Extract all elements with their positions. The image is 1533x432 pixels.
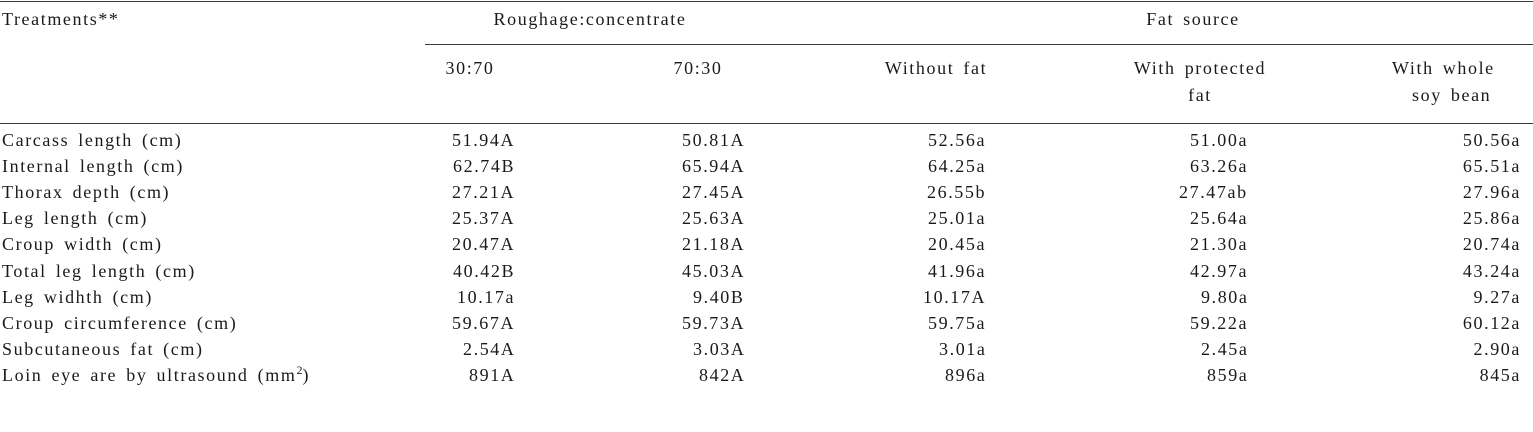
cell-whole-soy: 65.51a bbox=[1462, 156, 1521, 176]
row-label bbox=[2, 338, 204, 360]
group-header-roughage: Roughage:concentrate bbox=[493, 9, 687, 29]
cell-70-30: 59.73A bbox=[682, 313, 746, 333]
cell-protected-fat: 42.97a bbox=[1190, 261, 1249, 281]
cell-30-70: 891A bbox=[469, 365, 516, 385]
cell-whole-soy: 20.74a bbox=[1462, 234, 1521, 254]
cell-30-70: 59.67A bbox=[452, 313, 516, 333]
treatments-header: Treatments** bbox=[2, 9, 120, 29]
cell-30-70: 20.47A bbox=[452, 234, 516, 254]
row-label-text: Carcass length (cm) bbox=[2, 130, 183, 150]
cell-30-70: 51.94A bbox=[452, 130, 516, 150]
cell-protected-fat: 51.00a bbox=[1190, 130, 1249, 150]
cell-30-70: 40.42B bbox=[453, 261, 516, 281]
column-header-protected-fat-line2: fat bbox=[1188, 85, 1212, 105]
cell-70-30: 3.03A bbox=[693, 339, 746, 359]
cell-protected-fat: 859a bbox=[1207, 365, 1249, 385]
row-label-superscript: 2 bbox=[296, 363, 303, 377]
cell-whole-soy: 60.12a bbox=[1462, 313, 1521, 333]
cell-30-70: 27.21A bbox=[452, 182, 516, 202]
cell-whole-soy: 25.86a bbox=[1462, 208, 1521, 228]
row-label-text: Loin eye are by ultrasound (mm bbox=[2, 365, 297, 385]
cell-70-30: 21.18A bbox=[682, 234, 746, 254]
cell-protected-fat: 27.47ab bbox=[1179, 182, 1248, 202]
cell-protected-fat: 21.30a bbox=[1190, 234, 1249, 254]
cell-whole-soy: 2.90a bbox=[1473, 339, 1521, 359]
cell-protected-fat: 25.64a bbox=[1190, 208, 1249, 228]
row-label-text: Croup circumference (cm) bbox=[2, 313, 238, 333]
row-label-text: Leg length (cm) bbox=[2, 208, 148, 228]
row-label bbox=[2, 233, 163, 255]
row-label-text: Internal length (cm) bbox=[2, 156, 184, 176]
column-header-30-70: 30:70 bbox=[445, 58, 495, 78]
row-label-text: Leg widhth (cm) bbox=[2, 287, 153, 307]
cell-30-70: 25.37A bbox=[452, 208, 516, 228]
row-label bbox=[2, 181, 170, 203]
column-header-whole-soy-line1: With whole bbox=[1392, 58, 1495, 78]
column-header-protected-fat-line1: With protected bbox=[1133, 58, 1267, 78]
cell-30-70: 10.17a bbox=[457, 287, 516, 307]
cell-protected-fat: 9.80a bbox=[1201, 287, 1249, 307]
cell-30-70: 2.54A bbox=[463, 339, 516, 359]
group-header-fat-source: Fat source bbox=[1146, 9, 1240, 29]
cell-protected-fat: 2.45a bbox=[1201, 339, 1249, 359]
cell-protected-fat: 63.26a bbox=[1190, 156, 1249, 176]
cell-without-fat: 59.75a bbox=[928, 313, 987, 333]
row-label bbox=[2, 129, 182, 151]
column-header-70-30: 70:30 bbox=[673, 58, 723, 78]
cell-whole-soy: 50.56a bbox=[1462, 130, 1521, 150]
row-label-text: Subcutaneous fat (cm) bbox=[2, 339, 204, 359]
column-header-whole-soy-line2: soy bean bbox=[1412, 85, 1492, 105]
cell-30-70: 62.74B bbox=[453, 156, 516, 176]
cell-without-fat: 10.17A bbox=[923, 287, 987, 307]
row-label bbox=[2, 286, 153, 308]
row-label-text: Croup width (cm) bbox=[2, 234, 163, 254]
row-label bbox=[2, 260, 196, 282]
cell-without-fat: 52.56a bbox=[928, 130, 987, 150]
row-label bbox=[2, 364, 310, 386]
row-label bbox=[2, 207, 148, 229]
cell-without-fat: 26.55b bbox=[927, 182, 987, 202]
cell-without-fat: 41.96a bbox=[928, 261, 987, 281]
cell-whole-soy: 27.96a bbox=[1462, 182, 1521, 202]
cell-without-fat: 896a bbox=[945, 365, 987, 385]
cell-70-30: 9.40B bbox=[693, 287, 745, 307]
cell-70-30: 27.45A bbox=[682, 182, 746, 202]
cell-whole-soy: 43.24a bbox=[1462, 261, 1521, 281]
cell-70-30: 45.03A bbox=[682, 261, 746, 281]
cell-whole-soy: 845a bbox=[1479, 365, 1521, 385]
cell-70-30: 50.81A bbox=[682, 130, 746, 150]
row-label bbox=[2, 155, 184, 177]
row-label-text: Thorax depth (cm) bbox=[2, 182, 171, 202]
cell-without-fat: 25.01a bbox=[928, 208, 987, 228]
cell-without-fat: 20.45a bbox=[928, 234, 987, 254]
column-header-without-fat: Without fat bbox=[884, 58, 988, 78]
cell-whole-soy: 9.27a bbox=[1473, 287, 1521, 307]
table-top-rule bbox=[0, 1, 1533, 2]
cell-without-fat: 3.01a bbox=[939, 339, 987, 359]
cell-70-30: 842A bbox=[699, 365, 746, 385]
cell-70-30: 25.63A bbox=[682, 208, 746, 228]
cell-protected-fat: 59.22a bbox=[1190, 313, 1249, 333]
cell-without-fat: 64.25a bbox=[928, 156, 987, 176]
row-label bbox=[2, 312, 237, 334]
column-header-rule bbox=[0, 123, 1533, 124]
group-header-rule bbox=[425, 44, 1533, 45]
row-label-text: Total leg length (cm) bbox=[2, 261, 196, 281]
row-label-tail: ) bbox=[302, 365, 311, 385]
cell-70-30: 65.94A bbox=[682, 156, 746, 176]
